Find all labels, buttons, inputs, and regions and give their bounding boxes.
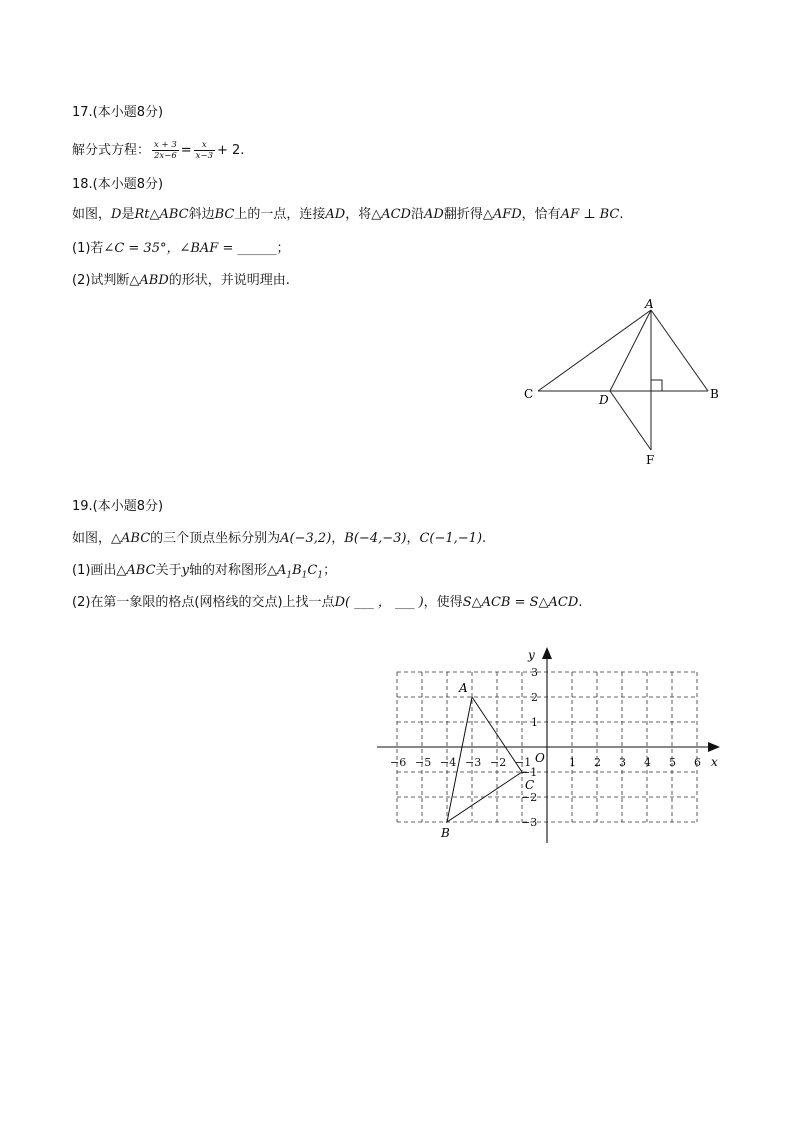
- q19-header: 19.(本小题8分): [72, 499, 164, 514]
- origin-label: O: [535, 751, 545, 765]
- q17-rhs-numerator: x: [194, 140, 215, 151]
- q18-stem-math: Rt△ABC: [134, 207, 189, 222]
- q18-stem-math: AF ⊥ BC: [560, 207, 620, 222]
- q19-part1-prefix: (1)画出: [72, 563, 117, 578]
- q19-part1-tail: 轴的对称图形: [188, 563, 267, 578]
- q18-stem-math: AD: [325, 207, 346, 222]
- q19-part1-end: ；: [323, 563, 337, 578]
- x-tick-label: 1: [569, 756, 576, 769]
- q19-end: .: [482, 531, 487, 546]
- q18-stem-text: ，恰有: [521, 207, 561, 222]
- x-tick-label: 3: [619, 756, 626, 769]
- q18-stem-text: 斜边: [188, 207, 215, 222]
- q17-tail: + 2.: [216, 143, 245, 158]
- x-tick-label: 4: [644, 756, 651, 769]
- q18-header: 18.(本小题8分): [72, 177, 164, 192]
- y-tick-label: 3: [531, 666, 538, 679]
- x-tick-label: −6: [390, 756, 407, 769]
- axis-label-y: y: [528, 648, 535, 662]
- q18-part1-math: ∠C = 35°，∠BAF = ______: [103, 241, 277, 256]
- q19-part1-result-b: B: [292, 563, 302, 578]
- q19-part1-result-c: C: [307, 563, 318, 578]
- q19-part1-mid: 关于: [155, 563, 182, 578]
- q18-part1-suffix: ；: [276, 241, 290, 256]
- q18-stem-text: 沿: [410, 207, 424, 222]
- q17-equals: =: [180, 143, 192, 158]
- x-tick-label: −3: [465, 756, 482, 769]
- label-c: C: [524, 387, 534, 401]
- q18-part2-suffix: 的形状，并说明理由.: [168, 273, 290, 288]
- q19-part1-result-a: △A: [266, 563, 287, 578]
- y-tick-label: −2: [521, 791, 538, 804]
- q19-stem-mid: 的三个顶点坐标分别为: [150, 531, 281, 546]
- y-tick-label: 2: [531, 691, 538, 704]
- q19-part1-result-sub: 1: [286, 570, 293, 581]
- q19-part1-triangle: △ABC: [116, 563, 156, 578]
- point-label-c: C: [525, 778, 535, 792]
- x-tick-label: −2: [490, 756, 507, 769]
- q17-lhs-numerator: x + 3: [154, 140, 177, 150]
- q18-stem-text: 是: [121, 207, 135, 222]
- label-d: D: [599, 393, 609, 407]
- y-tick-label: −3: [521, 816, 538, 829]
- q18-part2-prefix: (2)试判断: [72, 273, 130, 288]
- y-tick-label: −1: [521, 766, 538, 779]
- x-tick-label: −4: [440, 756, 457, 769]
- label-a: A: [645, 297, 654, 311]
- q17-header: 17.(本小题8分): [72, 105, 164, 120]
- q19-point-b: B(−4,−3): [344, 531, 407, 546]
- x-tick-label: −1: [515, 756, 532, 769]
- q19-sep: ，: [406, 531, 420, 546]
- q19-part1-result-sub: 1: [317, 570, 324, 581]
- q18-stem-math: △AFD: [482, 207, 522, 222]
- q18-part1-prefix: (1)若: [72, 241, 104, 256]
- q19-stem-prefix: 如图，: [72, 531, 112, 546]
- q18-stem-text: 上的一点，连接: [234, 207, 326, 222]
- label-f: F: [646, 453, 655, 467]
- point-label-b: B: [441, 826, 450, 840]
- q19-point-a: A(−3,2): [280, 531, 332, 546]
- x-tick-label: 6: [694, 756, 701, 769]
- q18-stem-math: AD: [424, 207, 444, 222]
- q17-rhs-denominator: x−3: [195, 151, 213, 161]
- q18-stem-text: 如图，: [72, 207, 112, 222]
- point-label-a: A: [459, 681, 468, 695]
- label-b: B: [710, 387, 719, 401]
- axis-label-x: x: [711, 755, 718, 769]
- q19-stem-triangle: △ABC: [111, 531, 151, 546]
- q18-stem-text: .: [619, 207, 624, 222]
- y-axis-arrow-icon: [542, 647, 552, 659]
- q19-part2-text: (2)在第一象限的格点(网格线的交点)上找一点: [72, 595, 335, 610]
- x-tick-label: 5: [669, 756, 676, 769]
- q19-part1-result-sub: 1: [301, 570, 308, 581]
- x-tick-label: 2: [594, 756, 601, 769]
- q19-part2-mid: ，使得: [423, 595, 463, 610]
- x-axis-arrow-icon: [708, 742, 720, 752]
- q19-part2-end: .: [578, 595, 583, 610]
- q19-part2-area-equation: S△ACB = S△ACD: [462, 595, 579, 610]
- triangle-abc: [447, 697, 522, 822]
- x-tick-label: −5: [415, 756, 432, 769]
- q19-sep: ，: [331, 531, 345, 546]
- q18-stem-math: D: [111, 207, 122, 222]
- q18-stem-text: 翻折得: [443, 207, 483, 222]
- q18-stem-math: △ACD: [371, 207, 411, 222]
- y-tick-label: 1: [531, 716, 538, 729]
- q19-point-c: C(−1,−1): [419, 531, 483, 546]
- q18-part2-math: △ABD: [129, 273, 169, 288]
- q18-stem-math: BC: [214, 207, 235, 222]
- q17-lhs-denominator: 2x−6: [154, 151, 177, 161]
- q19-part2-point-d: D( ___ ， ___ ): [334, 595, 424, 610]
- q19-part1-y: y: [181, 563, 189, 578]
- q18-stem-text: ，将: [345, 207, 372, 222]
- q17-prompt: 解分式方程：: [72, 143, 151, 158]
